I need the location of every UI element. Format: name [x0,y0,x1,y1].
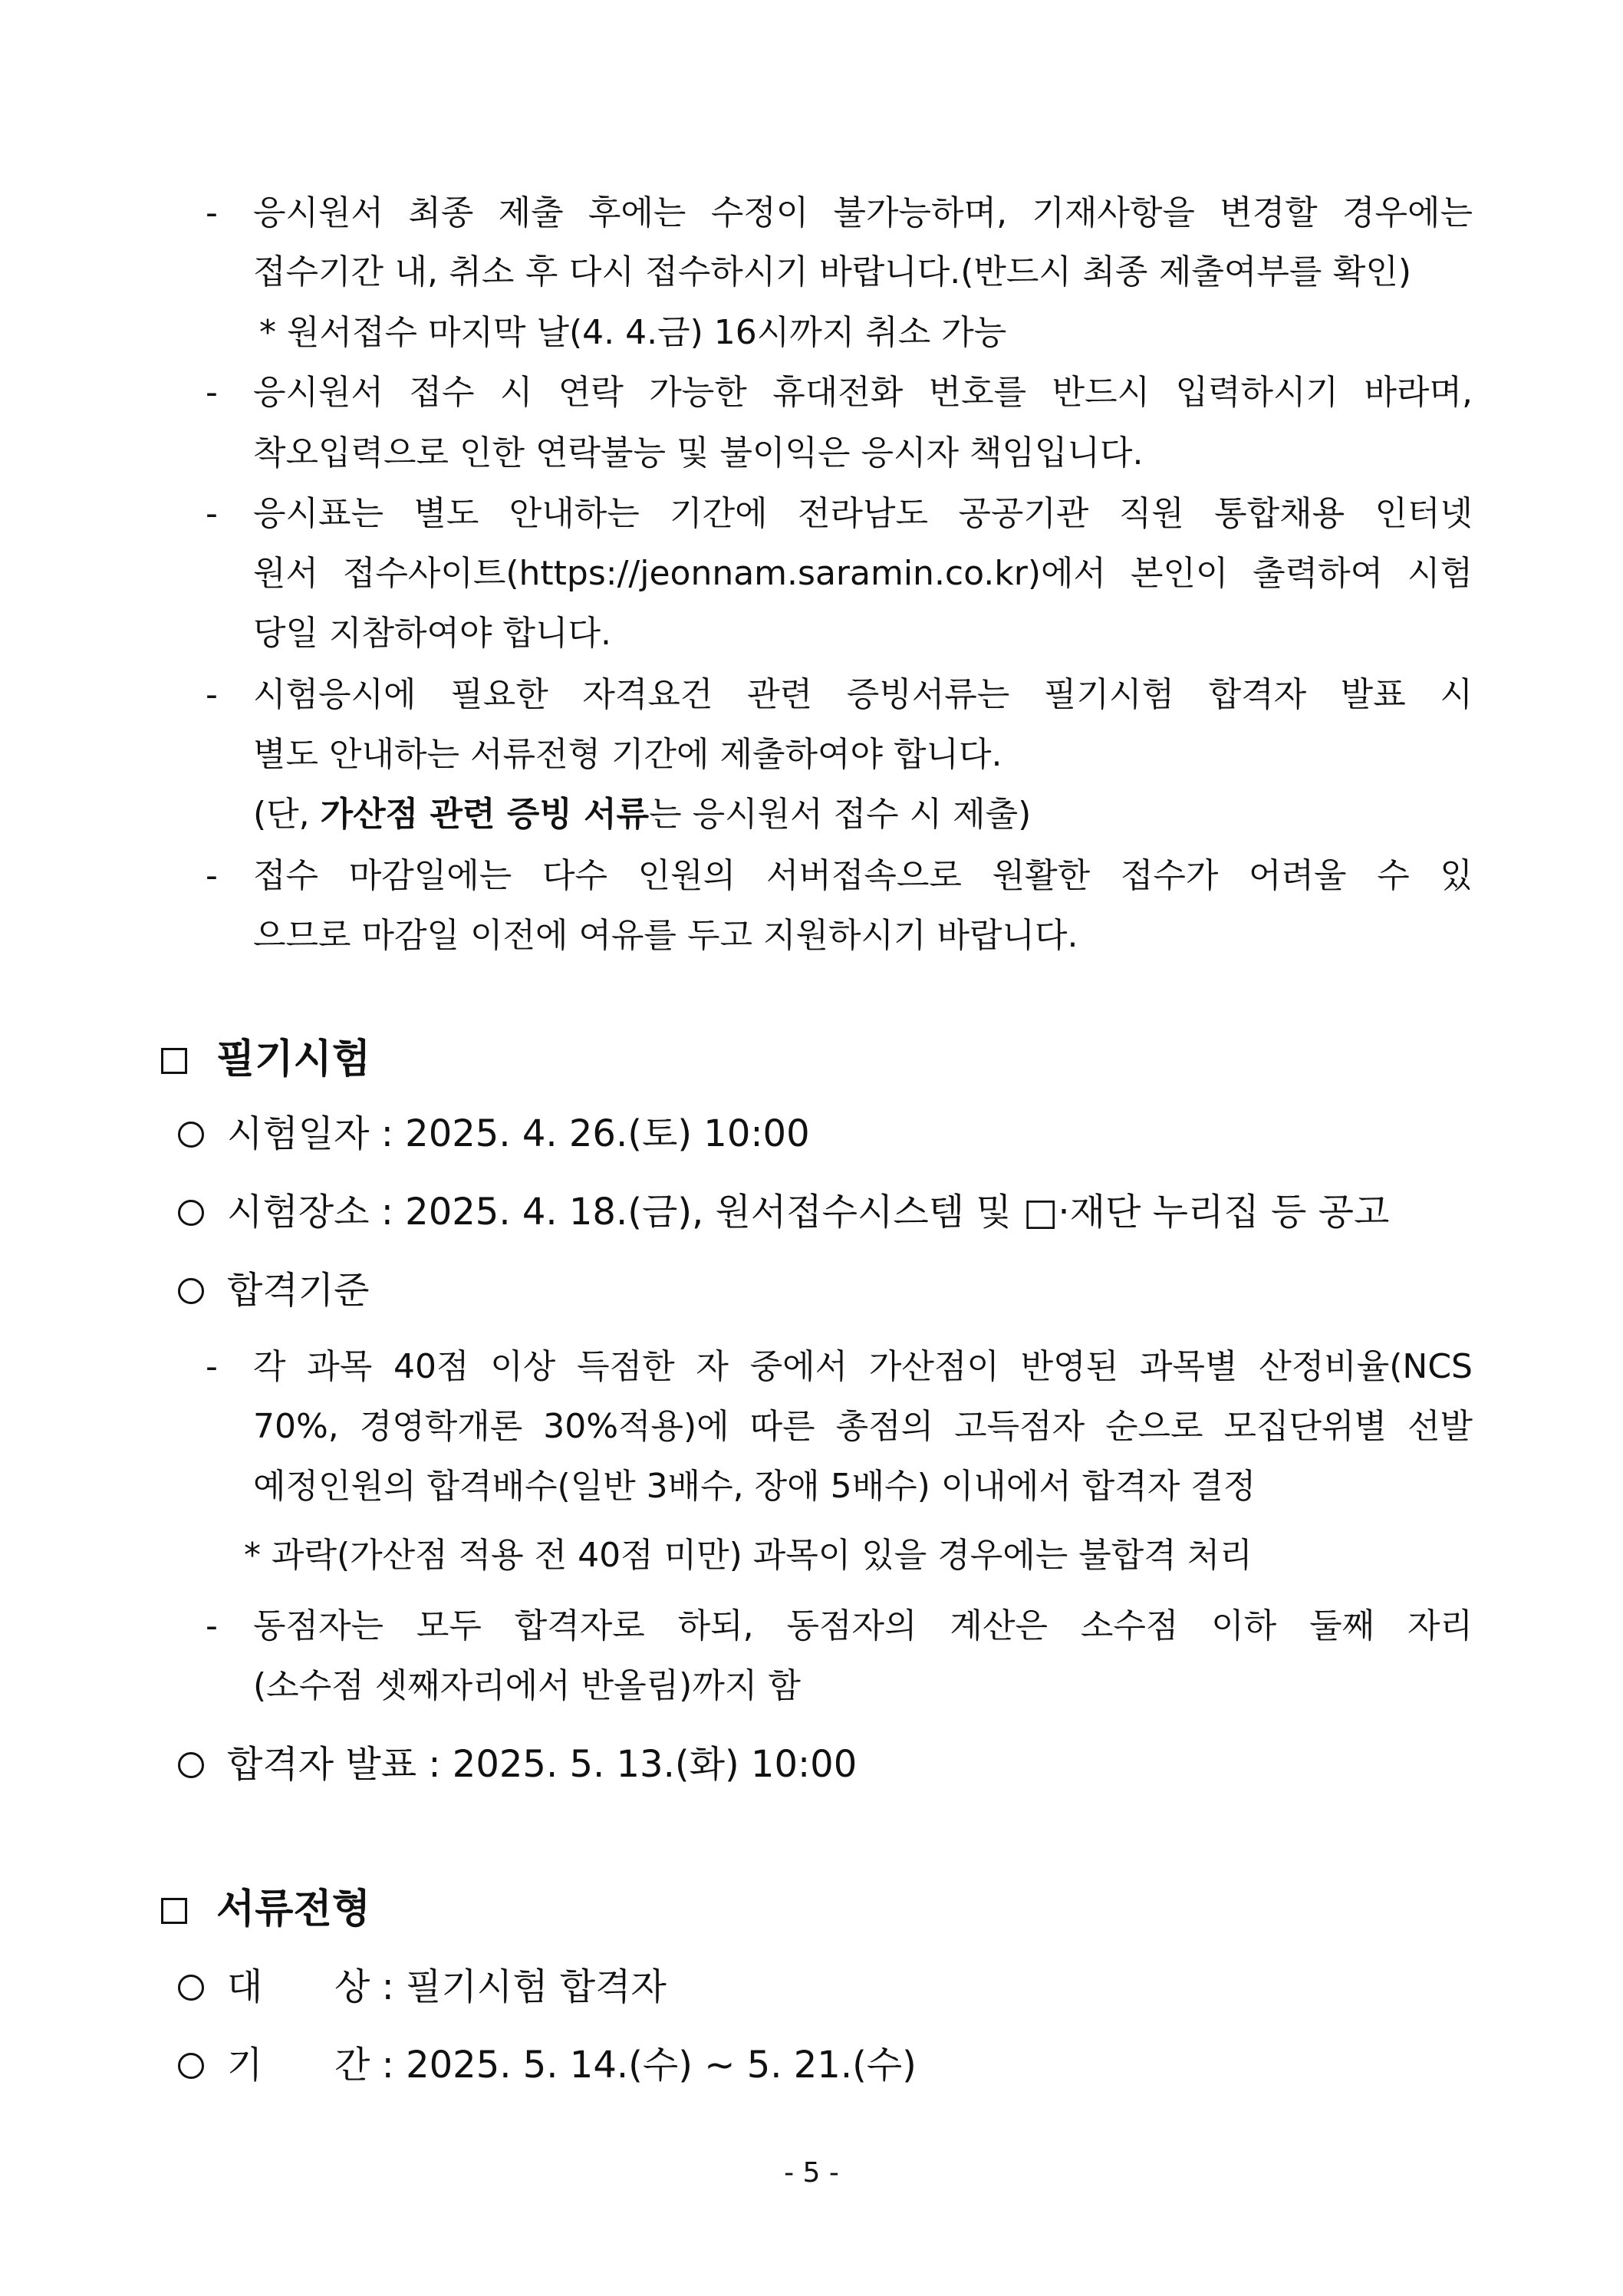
note-extra-bold: 가산점 관련 증빙 서류 [320,795,650,834]
section-heading-docs [161,1883,370,1936]
section-title: 필기시험 [216,1036,370,1082]
dash-bullet: - [206,856,218,895]
docs-period-item [178,2041,917,2090]
note-line: 시험응시에 필요한 자격요건 관련 증빙서류는 필기시험 합격자 발표 시 [253,675,1473,714]
criteria-item [178,1266,369,1315]
docs-target-key: 대 [227,1965,263,2008]
criteria-line: 예정인원의 합격배수(일반 3배수, 장애 5배수) 이내에서 합격자 결정 [253,1467,1256,1506]
note-extra-line [253,792,1031,838]
docs-target-key2: 상 [334,1965,370,2008]
note-sub-line: * 원서접수 마지막 날(4. 4.금) 16시까지 취소 가능 [259,313,1007,352]
circle-bullet-icon [178,1278,204,1304]
criteria-sub-line: * 과락(가산점 적용 전 40점 미만) 과목이 있을 경우에는 불합격 처리 [244,1536,1253,1575]
criteria-line: 동점자는 모두 합격자로 하되, 동점자의 계산은 소수점 이하 둘째 자리 [253,1606,1473,1645]
note-line: 착오입력으로 인한 연락불능 및 불이익은 응시자 책임입니다. [253,433,1144,473]
criteria-text: 합격기준 [227,1269,370,1312]
docs-period-key2: 간 [334,2044,370,2087]
circle-bullet-icon [178,1200,204,1226]
note-line: 응시원서 최종 제출 후에는 수정이 불가능하며, 기재사항을 변경할 경우에는 [253,193,1473,232]
criteria-line: 각 과목 40점 이상 득점한 자 중에서 가산점이 반영된 과목별 산정비율(NCS [253,1347,1473,1386]
note-extra-post: 는 응시원서 접수 시 제출) [649,795,1032,834]
docs-target-value: : 필기시험 합격자 [381,1965,667,2008]
note-line: 응시원서 접수 시 연락 가능한 휴대전화 번호를 반드시 입력하시기 바라며, [253,373,1473,412]
dash-bullet: - [206,373,218,412]
exam-place-item [178,1188,1389,1237]
circle-bullet-icon [178,2053,204,2079]
dash-bullet: - [206,494,218,533]
announce-item [178,1740,857,1789]
square-bullet-icon [161,1898,187,1924]
section-heading-written [161,1033,370,1086]
criteria-line: (소수점 셋째자리에서 반올림)까지 함 [253,1666,801,1705]
dash-bullet: - [206,193,218,232]
docs-period-key: 기 [227,2044,263,2087]
announce-text: 합격자 발표 : 2025. 5. 13.(화) 10:00 [227,1743,858,1786]
note-line: 접수기간 내, 취소 후 다시 접수하시기 바랍니다.(반드시 최종 제출여부를 확인) [253,252,1411,292]
dash-bullet: - [206,1606,218,1645]
section-title: 서류전형 [216,1886,370,1932]
note-line: 접수 마감일에는 다수 인원의 서버접속으로 원활한 접수가 어려울 수 있 [253,856,1473,895]
exam-date-item [178,1109,810,1158]
note-line: 별도 안내하는 서류전형 기간에 제출하여야 합니다. [253,735,1002,774]
circle-bullet-icon [178,1122,204,1148]
exam-date-text: 시험일자 : 2025. 4. 26.(토) 10:00 [227,1112,810,1155]
circle-bullet-icon [178,1752,204,1778]
docs-period-value: : 2025. 5. 14.(수) ~ 5. 21.(수) [381,2044,917,2087]
docs-target-item [178,1962,667,2011]
exam-place-text: 시험장소 : 2025. 4. 18.(금), 원서접수시스템 및 □·재단 누리집 등 공고 [227,1191,1390,1234]
note-line: 원서 접수사이트(https://jeonnam.saramin.co.kr)에서 본인이 출력하여 시험 [253,554,1473,593]
square-bullet-icon [161,1048,187,1074]
criteria-line: 70%, 경영학개론 30%적용)에 따른 총점의 고득점자 순으로 모집단위별 선발 [253,1407,1473,1446]
note-line: 으므로 마감일 이전에 여유를 두고 지원하시기 바랍니다. [253,916,1078,955]
note-line: 당일 지참하여야 합니다. [253,614,611,653]
note-line: 응시표는 별도 안내하는 기간에 전라남도 공공기관 직원 통합채용 인터넷 [253,494,1473,533]
note-extra-pre: (단, [253,795,321,834]
dash-bullet: - [206,675,218,714]
circle-bullet-icon [178,1975,204,2001]
page-number: - 5 - [784,2157,839,2189]
dash-bullet: - [206,1347,218,1386]
